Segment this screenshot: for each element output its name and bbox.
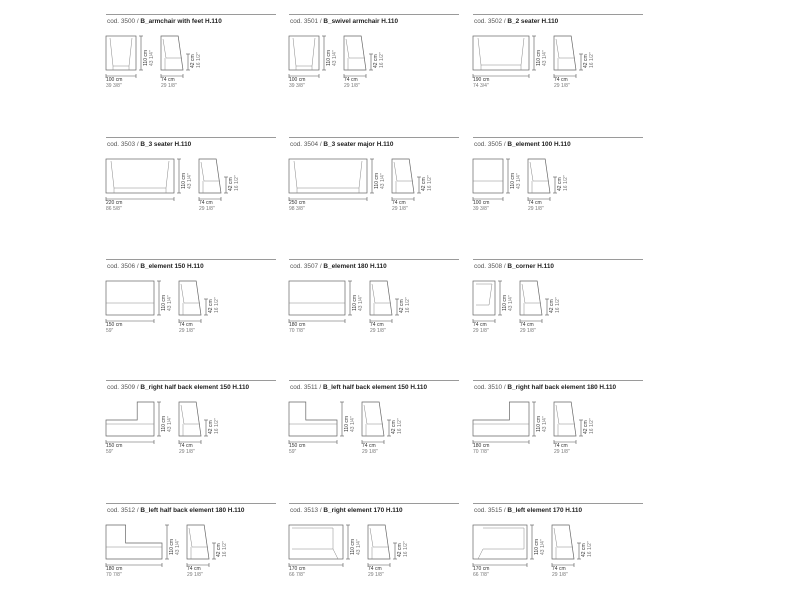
product-code: cod. 3511 / [290,384,322,391]
product-name: B_3 seater H.110 [140,141,192,148]
depth-in: 29 1/8" [179,448,195,455]
depth-cm: 74 cm [344,77,358,83]
seat-cm: 42 cm [583,420,589,434]
seat-in: 16 1/2" [588,52,595,68]
product-name: B_left half back element 180 H.110 [140,507,245,514]
technical-drawing [106,380,276,480]
seat-height-dimension-label [229,175,240,191]
width-dimension-label [106,78,122,89]
height-cm: 110 cm [536,415,542,432]
product-cell [289,380,459,490]
depth-cm: 74 cm [520,322,534,328]
front-view-drawing [106,159,174,193]
seat-cm: 42 cm [208,420,214,434]
front-view-drawing [473,36,529,70]
seat-in: 16 1/2" [396,418,403,434]
product-name: B_element 180 H.110 [323,263,387,270]
seat-cm: 42 cm [549,299,555,313]
product-name: B_right half back element 150 H.110 [140,384,250,391]
seat-height-dimension-label [558,175,569,191]
width-dimension-label [289,201,305,212]
seat-height-dimension-label [191,52,202,68]
seat-in: 16 1/2" [404,297,411,313]
seat-cm: 42 cm [421,177,427,191]
product-code: cod. 3502 / [474,18,506,25]
product-name: B_right half back element 180 H.110 [507,384,617,391]
depth-cm: 74 cm [199,200,213,206]
width-cm: 180 cm [473,443,490,449]
height-in: 43 1/4" [166,416,173,432]
height-cm: 110 cm [352,294,358,311]
depth-cm: 74 cm [528,200,542,206]
height-in: 43 1/4" [355,539,362,555]
width-in: 98 3/8" [289,205,305,212]
height-cm: 110 cm [374,172,380,189]
height-dimension-label [170,539,181,555]
seat-in: 16 1/2" [588,418,595,434]
product-cell [473,380,643,490]
product-cell [106,14,276,124]
height-cm: 110 cm [169,538,175,555]
height-cm: 110 cm [502,294,508,311]
product-cell [106,503,276,613]
depth-in: 29 1/8" [362,448,378,455]
width-in: 66 7/8" [289,571,305,578]
depth-dimension-label [199,201,215,212]
depth-in: 29 1/8" [179,327,195,334]
depth-dimension-label [528,201,544,212]
depth-dimension-label [179,444,195,455]
seat-cm: 42 cm [583,54,589,68]
technical-drawing [106,503,276,603]
depth-in: 29 1/8" [370,327,386,334]
product-cell [289,14,459,124]
front-view-drawing [289,525,343,559]
width-in: 59" [289,448,297,455]
technical-drawing [289,503,459,603]
product-code: cod. 3501 / [290,18,322,25]
width-dimension-label [473,78,489,89]
product-code: cod. 3503 / [107,141,139,148]
front-view-drawing [473,159,503,193]
depth-dimension-label [362,444,378,455]
front-view-drawing [289,36,319,70]
seat-height-dimension-label [582,541,593,557]
seat-in: 16 1/2" [426,175,433,191]
width-cm: 180 cm [106,566,123,572]
depth-cm: 74 cm [179,322,193,328]
depth-dimension-label [392,201,408,212]
depth-dimension-label [520,323,536,334]
depth-cm: 74 cm [187,566,201,572]
seat-cm: 42 cm [391,420,397,434]
product-code: cod. 3507 / [290,263,322,270]
seat-cm: 42 cm [557,177,563,191]
product-cell [473,259,643,369]
depth-dimension-label [368,567,384,578]
width-in: 39 3/8" [473,205,489,212]
product-name: B_element 150 H.110 [140,263,204,270]
technical-drawing [106,259,276,359]
height-dimension-label [345,416,356,432]
seat-height-dimension-label [209,418,220,434]
depth-dimension-label [554,444,570,455]
height-cm: 110 cm [181,172,187,189]
depth-in: 29 1/8" [554,82,570,89]
height-in: 43 1/4" [357,295,364,311]
seat-in: 16 1/2" [213,297,220,313]
side-view-drawing [552,525,574,559]
height-in: 43 1/4" [507,295,514,311]
width-cm: 150 cm [289,443,306,449]
width-in: 86 5/8" [106,205,122,212]
width-cm: 170 cm [289,566,306,572]
technical-drawing [473,380,643,480]
width-in: 39 3/8" [289,82,305,89]
width-dimension-label [106,567,122,578]
seat-height-dimension-label [550,297,561,313]
height-in: 43 1/4" [515,173,522,189]
height-cm: 110 cm [510,172,516,189]
height-cm: 110 cm [161,294,167,311]
depth-in: 29 1/8" [368,571,384,578]
width-dimension-label [106,201,122,212]
height-cm: 110 cm [326,49,332,66]
side-view-drawing [362,402,384,436]
depth-dimension-label [554,78,570,89]
width-dimension-label [106,444,122,455]
product-cell [106,380,276,490]
front-view-drawing [289,281,345,315]
technical-drawing [289,259,459,359]
depth-in: 29 1/8" [520,327,536,334]
technical-drawing [289,380,459,480]
seat-height-dimension-label [374,52,385,68]
side-view-drawing [161,36,183,70]
depth-dimension-label [344,78,360,89]
height-in: 43 1/4" [539,539,546,555]
side-view-drawing [179,281,201,315]
depth-dimension-label [179,323,195,334]
width-in: 59" [106,327,114,334]
seat-in: 16 1/2" [195,52,202,68]
seat-height-dimension-label [400,297,411,313]
width-in: 39 3/8" [106,82,122,89]
seat-height-dimension-label [584,52,595,68]
seat-in: 16 1/2" [213,418,220,434]
depth-dimension-label [161,78,177,89]
height-in: 43 1/4" [349,416,356,432]
seat-cm: 42 cm [581,543,587,557]
depth-in: 29 1/8" [161,82,177,89]
side-view-drawing [370,281,392,315]
width-cm: 100 cm [473,200,490,206]
side-view-drawing [392,159,414,193]
height-cm: 110 cm [350,538,356,555]
height-cm: 110 cm [534,538,540,555]
depth-cm: 74 cm [370,322,384,328]
side-view-drawing [520,281,542,315]
product-cell [289,503,459,613]
width-dimension-label [289,323,305,334]
side-view-drawing [344,36,366,70]
depth-cm: 74 cm [362,443,376,449]
height-dimension-label [375,173,386,189]
seat-in: 16 1/2" [554,297,561,313]
depth-in: 29 1/8" [552,571,568,578]
side-view-drawing [199,159,221,193]
height-in: 43 1/4" [148,50,155,66]
width-cm: 220 cm [106,200,123,206]
width-cm: 100 cm [289,77,306,83]
width-in: 74 3/4" [473,82,489,89]
seat-height-dimension-label [217,541,228,557]
width-dimension-label [106,323,122,334]
width-dimension-label [289,444,305,455]
width-cm: 180 cm [289,322,306,328]
height-in: 43 1/4" [186,173,193,189]
width-in: 70 7/8" [106,571,122,578]
depth-in: 29 1/8" [392,205,408,212]
product-code: cod. 3500 / [107,18,139,25]
product-name: B_right element 170 H.110 [323,507,403,514]
width-in: 66 7/8" [473,571,489,578]
width-in: 59" [106,448,114,455]
seat-in: 16 1/2" [378,52,385,68]
side-view-drawing [554,402,576,436]
depth-cm: 74 cm [368,566,382,572]
front-view-drawing [473,281,495,315]
front-view-drawing [106,281,154,315]
height-in: 43 1/4" [541,50,548,66]
height-in: 43 1/4" [174,539,181,555]
height-in: 43 1/4" [541,416,548,432]
seat-height-dimension-label [584,418,595,434]
front-view-drawing [289,402,337,436]
height-cm: 110 cm [161,415,167,432]
width-cm: 190 cm [473,77,490,83]
width-cm: 100 cm [106,77,123,83]
height-dimension-label [537,50,548,66]
depth-cm: 74 cm [554,443,568,449]
width-cm: 250 cm [289,200,306,206]
width-dimension-label [473,323,489,334]
depth-in: 29 1/8" [199,205,215,212]
width-cm: 150 cm [106,322,123,328]
product-code: cod. 3509 / [107,384,139,391]
height-dimension-label [511,173,522,189]
width-in: 70 7/8" [473,448,489,455]
seat-height-dimension-label [209,297,220,313]
height-dimension-label [327,50,338,66]
product-cell [289,137,459,247]
front-view-drawing [106,36,136,70]
height-in: 43 1/4" [331,50,338,66]
product-name: B_element 100 H.110 [507,141,571,148]
depth-dimension-label [187,567,203,578]
side-view-drawing [554,36,576,70]
height-cm: 110 cm [143,49,149,66]
seat-in: 16 1/2" [233,175,240,191]
height-in: 43 1/4" [166,295,173,311]
depth-cm: 74 cm [179,443,193,449]
width-dimension-label [473,444,489,455]
front-view-drawing [106,402,154,436]
product-code: cod. 3508 / [474,263,506,270]
depth-in: 29 1/8" [344,82,360,89]
width-cm: 74 cm [473,322,487,328]
height-dimension-label [144,50,155,66]
width-in: 70 7/8" [289,327,305,334]
product-code: cod. 3512 / [107,507,139,514]
height-in: 43 1/4" [379,173,386,189]
product-name: B_left half back element 150 H.110 [322,384,428,391]
product-code: cod. 3513 / [290,507,322,514]
side-view-drawing [528,159,550,193]
product-name: B_corner H.110 [507,263,554,270]
side-view-drawing [368,525,390,559]
product-name: B_armchair with feet H.110 [140,18,222,25]
product-cell [473,14,643,124]
width-cm: 150 cm [106,443,123,449]
product-cell [106,259,276,369]
seat-in: 16 1/2" [402,541,409,557]
side-view-drawing [179,402,201,436]
product-cell [473,503,643,613]
height-dimension-label [162,295,173,311]
width-in: 29 1/8" [473,327,489,334]
side-view-drawing [187,525,209,559]
technical-drawing [473,14,643,114]
product-cell [289,259,459,369]
height-cm: 110 cm [344,415,350,432]
depth-cm: 74 cm [161,77,175,83]
product-name: B_left element 170 H.110 [507,507,583,514]
product-name: B_swivel armchair H.110 [323,18,399,25]
width-dimension-label [289,78,305,89]
depth-dimension-label [370,323,386,334]
seat-height-dimension-label [422,175,433,191]
width-dimension-label [473,567,489,578]
front-view-drawing [106,525,162,559]
height-dimension-label [353,295,364,311]
product-name: B_2 seater H.110 [507,18,559,25]
depth-dimension-label [552,567,568,578]
product-cell [473,137,643,247]
height-dimension-label [537,416,548,432]
product-code: cod. 3515 / [474,507,506,514]
seat-cm: 42 cm [190,54,196,68]
seat-in: 16 1/2" [586,541,593,557]
height-dimension-label [351,539,362,555]
height-dimension-label [182,173,193,189]
height-dimension-label [503,295,514,311]
front-view-drawing [473,402,529,436]
height-cm: 110 cm [536,49,542,66]
seat-in: 16 1/2" [562,175,569,191]
seat-cm: 42 cm [208,299,214,313]
seat-cm: 42 cm [399,299,405,313]
seat-cm: 42 cm [228,177,234,191]
technical-drawing [473,503,643,603]
width-cm: 170 cm [473,566,490,572]
front-view-drawing [289,159,367,193]
depth-in: 29 1/8" [187,571,203,578]
product-code: cod. 3510 / [474,384,506,391]
seat-cm: 42 cm [397,543,403,557]
height-dimension-label [162,416,173,432]
depth-cm: 74 cm [392,200,406,206]
front-view-drawing [473,525,527,559]
seat-height-dimension-label [392,418,403,434]
product-code: cod. 3506 / [107,263,139,270]
seat-cm: 42 cm [373,54,379,68]
product-code: cod. 3505 / [474,141,506,148]
seat-in: 16 1/2" [221,541,228,557]
depth-cm: 74 cm [554,77,568,83]
width-dimension-label [289,567,305,578]
depth-cm: 74 cm [552,566,566,572]
depth-in: 29 1/8" [554,448,570,455]
seat-cm: 42 cm [216,543,222,557]
width-dimension-label [473,201,489,212]
depth-in: 29 1/8" [528,205,544,212]
height-dimension-label [535,539,546,555]
product-code: cod. 3504 / [290,141,322,148]
product-name: B_3 seater major H.110 [323,141,394,148]
seat-height-dimension-label [398,541,409,557]
product-cell [106,137,276,247]
